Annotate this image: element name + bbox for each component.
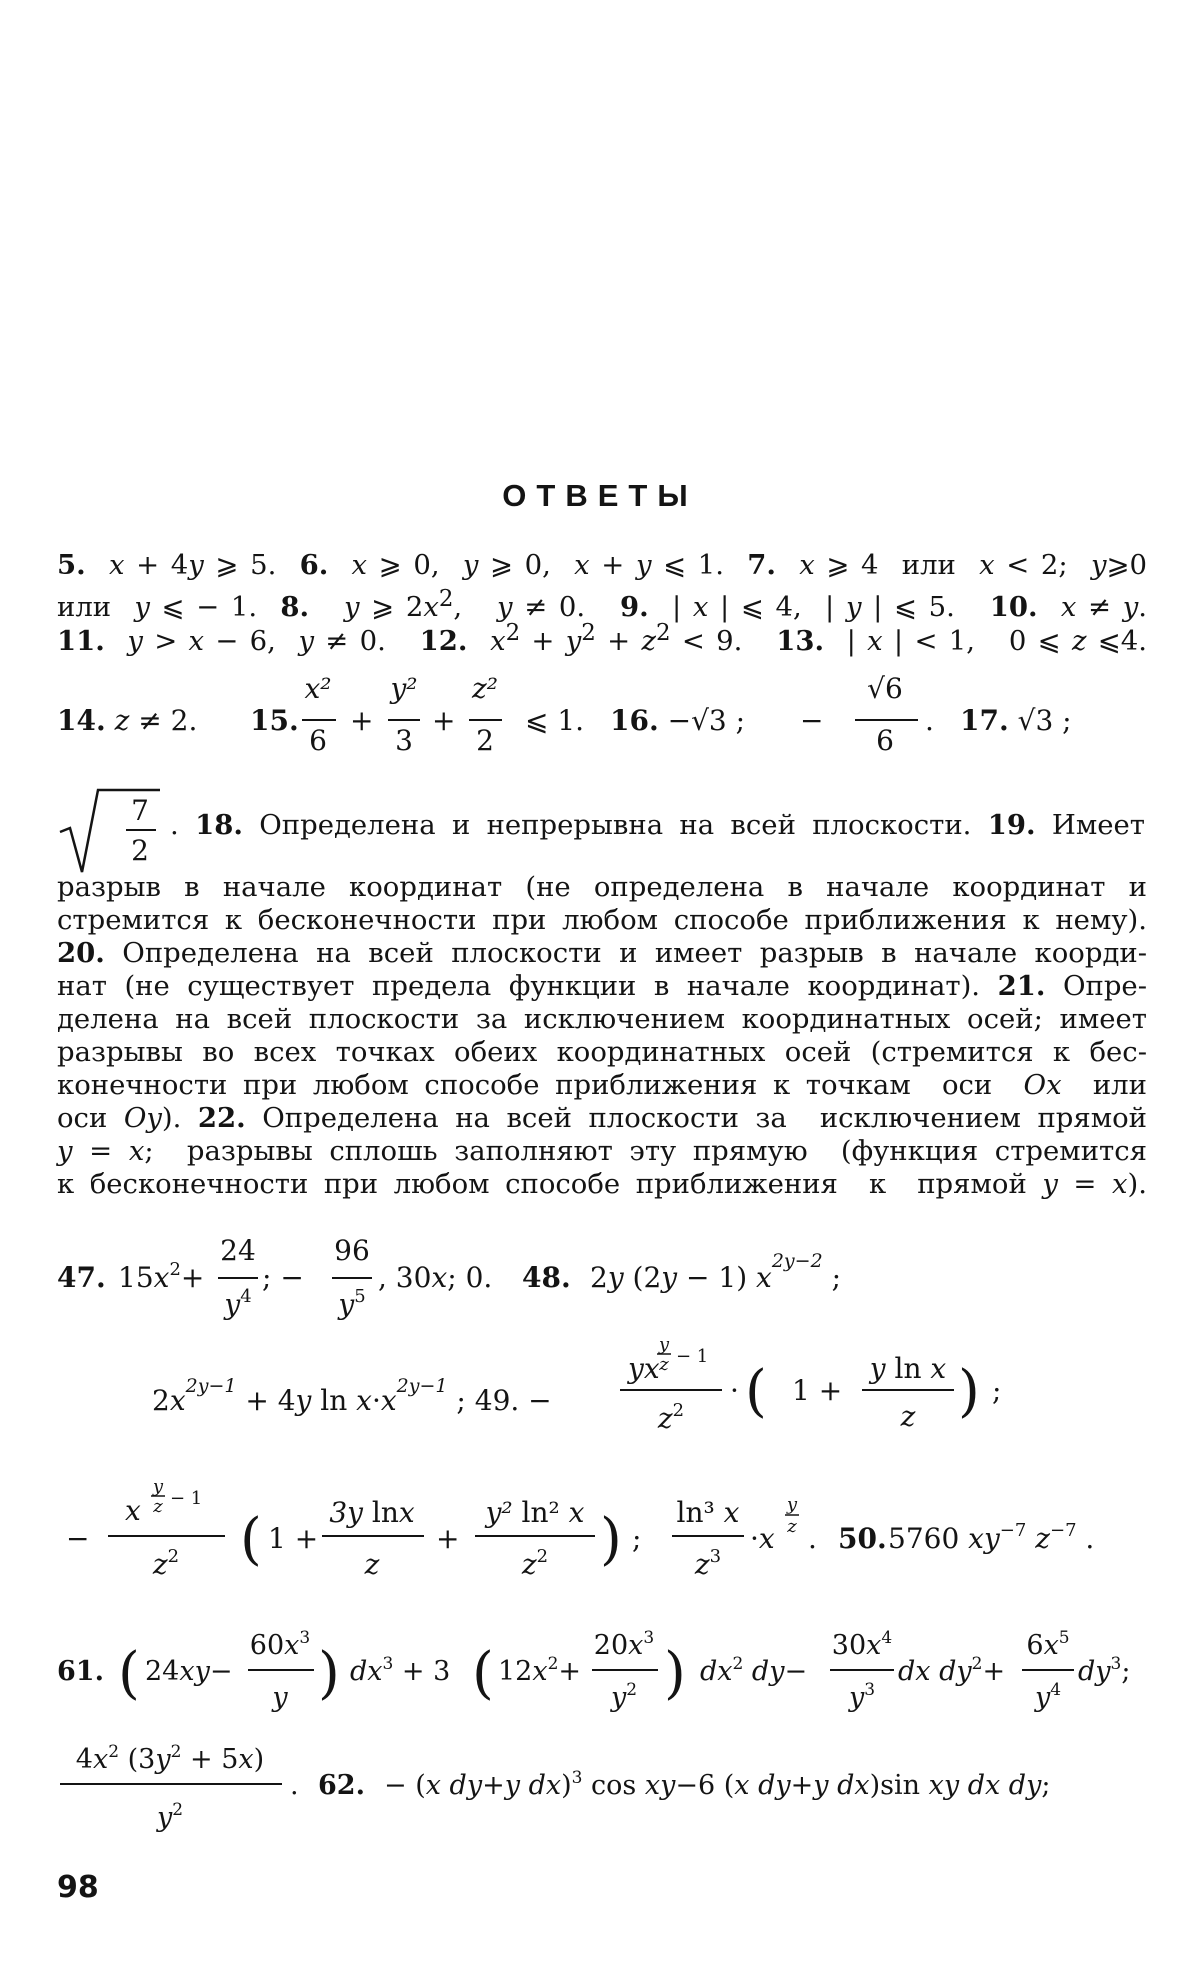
frac-den: $y^3$ <box>848 1680 876 1713</box>
answer-17: 17. √3 ; <box>960 704 1072 737</box>
frac-num: $60x^3$ <box>249 1628 311 1661</box>
frac-den: $z^2$ <box>521 1546 549 1581</box>
answer-line-11-13: 11. y > x − 6, y ≠ 0. 12. $x^2 + y^2 + z^2 < 9$. 13. | x | < 1, 0 ⩽ z ⩽4. <box>57 620 1147 658</box>
prose-line: к бесконечности при любом способе приближения к прямой y = x). <box>57 1168 1147 1200</box>
frac-den: $y^2$ <box>156 1800 184 1833</box>
frac-den: 2 <box>476 724 494 757</box>
frac-num: y² ln² x <box>485 1496 585 1529</box>
frac-num: 24 <box>220 1234 256 1267</box>
answer-48-number: 48. <box>522 1261 571 1294</box>
frac-num: $20x^3$ <box>593 1628 655 1661</box>
term: ; <box>632 1522 642 1555</box>
frac-num: 3y lnx <box>329 1496 415 1529</box>
frac-den: 3 <box>395 724 413 757</box>
term: ·x <box>750 1522 775 1555</box>
plus-sign: + <box>350 704 374 737</box>
exp-den: z <box>787 1516 797 1537</box>
frac-den: $y^4$ <box>224 1286 252 1321</box>
period: . <box>290 1770 299 1801</box>
frac-num: 96 <box>334 1234 370 1267</box>
frac-num: $6x^5$ <box>1026 1628 1070 1661</box>
formula-61-62 <box>0 1728 1200 1848</box>
paren: ) <box>958 1359 980 1424</box>
prose-line: нат (не существует предела функции в начале координат). 21. Опре- <box>57 970 1147 1002</box>
period: . <box>808 1522 817 1555</box>
answer-14: 14. z ≠ 2. <box>57 704 198 737</box>
frac-num: $30x^4$ <box>831 1628 893 1661</box>
prose-line: 20. Определена на всей плоскости и имеет разрыв в начале коорди- <box>57 937 1147 969</box>
frac-den: 2 <box>131 834 149 867</box>
term: 1 + <box>268 1522 319 1555</box>
answer-line-14-17 <box>0 660 1200 760</box>
prose-line: оси Oy). 22. Определена на всей плоскости за исключением прямой <box>57 1102 1148 1134</box>
frac-num: z² <box>472 672 498 705</box>
paren: ) <box>318 1641 340 1706</box>
term: dx $dy^2+$ <box>898 1654 1006 1687</box>
frac-num: ln³ x <box>676 1496 740 1529</box>
answer-47-number: 47. <box>57 1261 106 1294</box>
frac-num: 7 <box>131 794 149 827</box>
paren: ( <box>745 1359 767 1424</box>
minus-sign: − <box>66 1522 90 1555</box>
period: . <box>925 704 934 737</box>
answer-15-rhs: ⩽ 1. <box>525 704 585 737</box>
frac-den: y <box>272 1682 288 1713</box>
term: $dx^2$ dy− <box>700 1654 808 1687</box>
frac-den: 6 <box>876 724 894 757</box>
term: 5760 $xy^{-7}$ $z^{-7}$ . <box>888 1520 1095 1555</box>
frac-num: y² <box>390 672 418 705</box>
plus-sign: + <box>432 704 456 737</box>
answer-line-18-19: . 18. Определена и непрерывна на всей плоскости. 19. Имеет <box>170 809 1146 841</box>
plus-sign: + <box>436 1522 460 1555</box>
exp-den: z <box>153 1496 163 1517</box>
frac-den: $z^2$ <box>152 1546 180 1581</box>
frac-den: $z^2$ <box>657 1400 685 1435</box>
exp-num: y <box>152 1476 164 1497</box>
paren: ) <box>664 1641 686 1706</box>
prose-line: разрыв в начале координат (не определена в начале координат и <box>57 871 1147 903</box>
paren: ) <box>600 1507 622 1572</box>
frac-den: $y^4$ <box>1034 1680 1062 1713</box>
frac-den: $y^5$ <box>338 1286 366 1321</box>
prose-line: y = x; разрывы сплошь заполняют эту прямую (функция стремится <box>57 1135 1147 1167</box>
term: $2x^{2y-1} + 4y$ $\ln x\cdot x^{2y-1}$ ; 49. − <box>152 1375 552 1417</box>
prose-line: конечности при любом способе приближения к точкам оси Ox или <box>57 1069 1147 1101</box>
prose-line: делена на всей плоскости за исключением координатных осей; имеет <box>57 1003 1147 1035</box>
frac-num: $4x^2$ $(3y^2 + 5x)$ <box>75 1742 265 1775</box>
formula-48-49 <box>0 1330 1200 1460</box>
minus-sign: − <box>800 704 824 737</box>
answer-61-number: 61. <box>57 1656 104 1687</box>
answer-62-number: 62. <box>318 1770 365 1801</box>
paren: ( <box>118 1641 140 1706</box>
term: 1 + <box>792 1374 843 1407</box>
term: 24xy− <box>145 1656 233 1687</box>
answer-15-number: 15. <box>250 704 299 737</box>
exp-rest: − 1 <box>676 1346 709 1367</box>
exp-den: z <box>659 1354 669 1375</box>
frac-den: z <box>900 1400 916 1433</box>
term: , 30x; 0. <box>378 1261 493 1294</box>
answer-16: 16. −√3 ; <box>610 704 746 737</box>
prose-line: стремится к бесконечности при любом способе приближения к нему). <box>57 904 1147 936</box>
exp-rest: − 1 <box>170 1488 203 1509</box>
frac-num: x <box>125 1494 141 1527</box>
term: $15x^2+$ <box>118 1259 205 1294</box>
section-heading: ОТВЕТЫ <box>502 478 698 513</box>
frac-num: y ln x <box>869 1352 947 1385</box>
paren: ( <box>472 1641 494 1706</box>
answer-50-number: 50. <box>838 1522 887 1555</box>
formula-49-50 <box>0 1470 1200 1600</box>
formula-61 <box>0 1612 1200 1732</box>
frac-den: $y^2$ <box>610 1680 638 1713</box>
answer-line-5-7: 5. x + 4y ⩾ 5. 6. x ⩾ 0, y ⩾ 0, x + y ⩽ 1. 7. x ⩾ 4 или x < 2; y⩾0 <box>57 549 1148 581</box>
sqrt-seven-halves <box>0 772 190 882</box>
paren: ( <box>240 1507 262 1572</box>
exp-num: y <box>658 1334 670 1355</box>
frac-num: yx <box>628 1352 660 1385</box>
page-number: 98 <box>57 1870 99 1905</box>
frac-num: x² <box>304 672 332 705</box>
exp-num: y <box>786 1494 798 1515</box>
prose-line: разрывы во всех точках обеих координатных осей (стремится к бес- <box>57 1036 1147 1068</box>
separator: ; − <box>262 1261 304 1294</box>
term: $dy^3$; <box>1078 1654 1131 1687</box>
frac-den: z <box>364 1548 380 1581</box>
term: $12x^2+$ <box>498 1654 582 1687</box>
dot: · <box>730 1374 739 1407</box>
frac-den: $z^3$ <box>694 1546 722 1581</box>
frac-num: √6 <box>867 672 903 705</box>
term: 2y (2y − 1) $x^{2y-2}$ ; <box>590 1250 842 1294</box>
answer-line-8-10: или y ⩽ − 1. 8. y ⩾ $2x^2$, y ≠ 0. 9. | x | ⩽ 4, | y | ⩽ 5. 10. x ≠ y. <box>57 586 1147 624</box>
term: ; <box>992 1374 1002 1407</box>
formula-47-48 <box>0 1222 1200 1332</box>
frac-den: 6 <box>309 724 327 757</box>
term: − (x dy+y dx)$^3$ cos xy−6 (x dy+y dx)sin xy dx dy; <box>384 1768 1051 1801</box>
term: $dx^3 + 3$ <box>350 1654 451 1687</box>
